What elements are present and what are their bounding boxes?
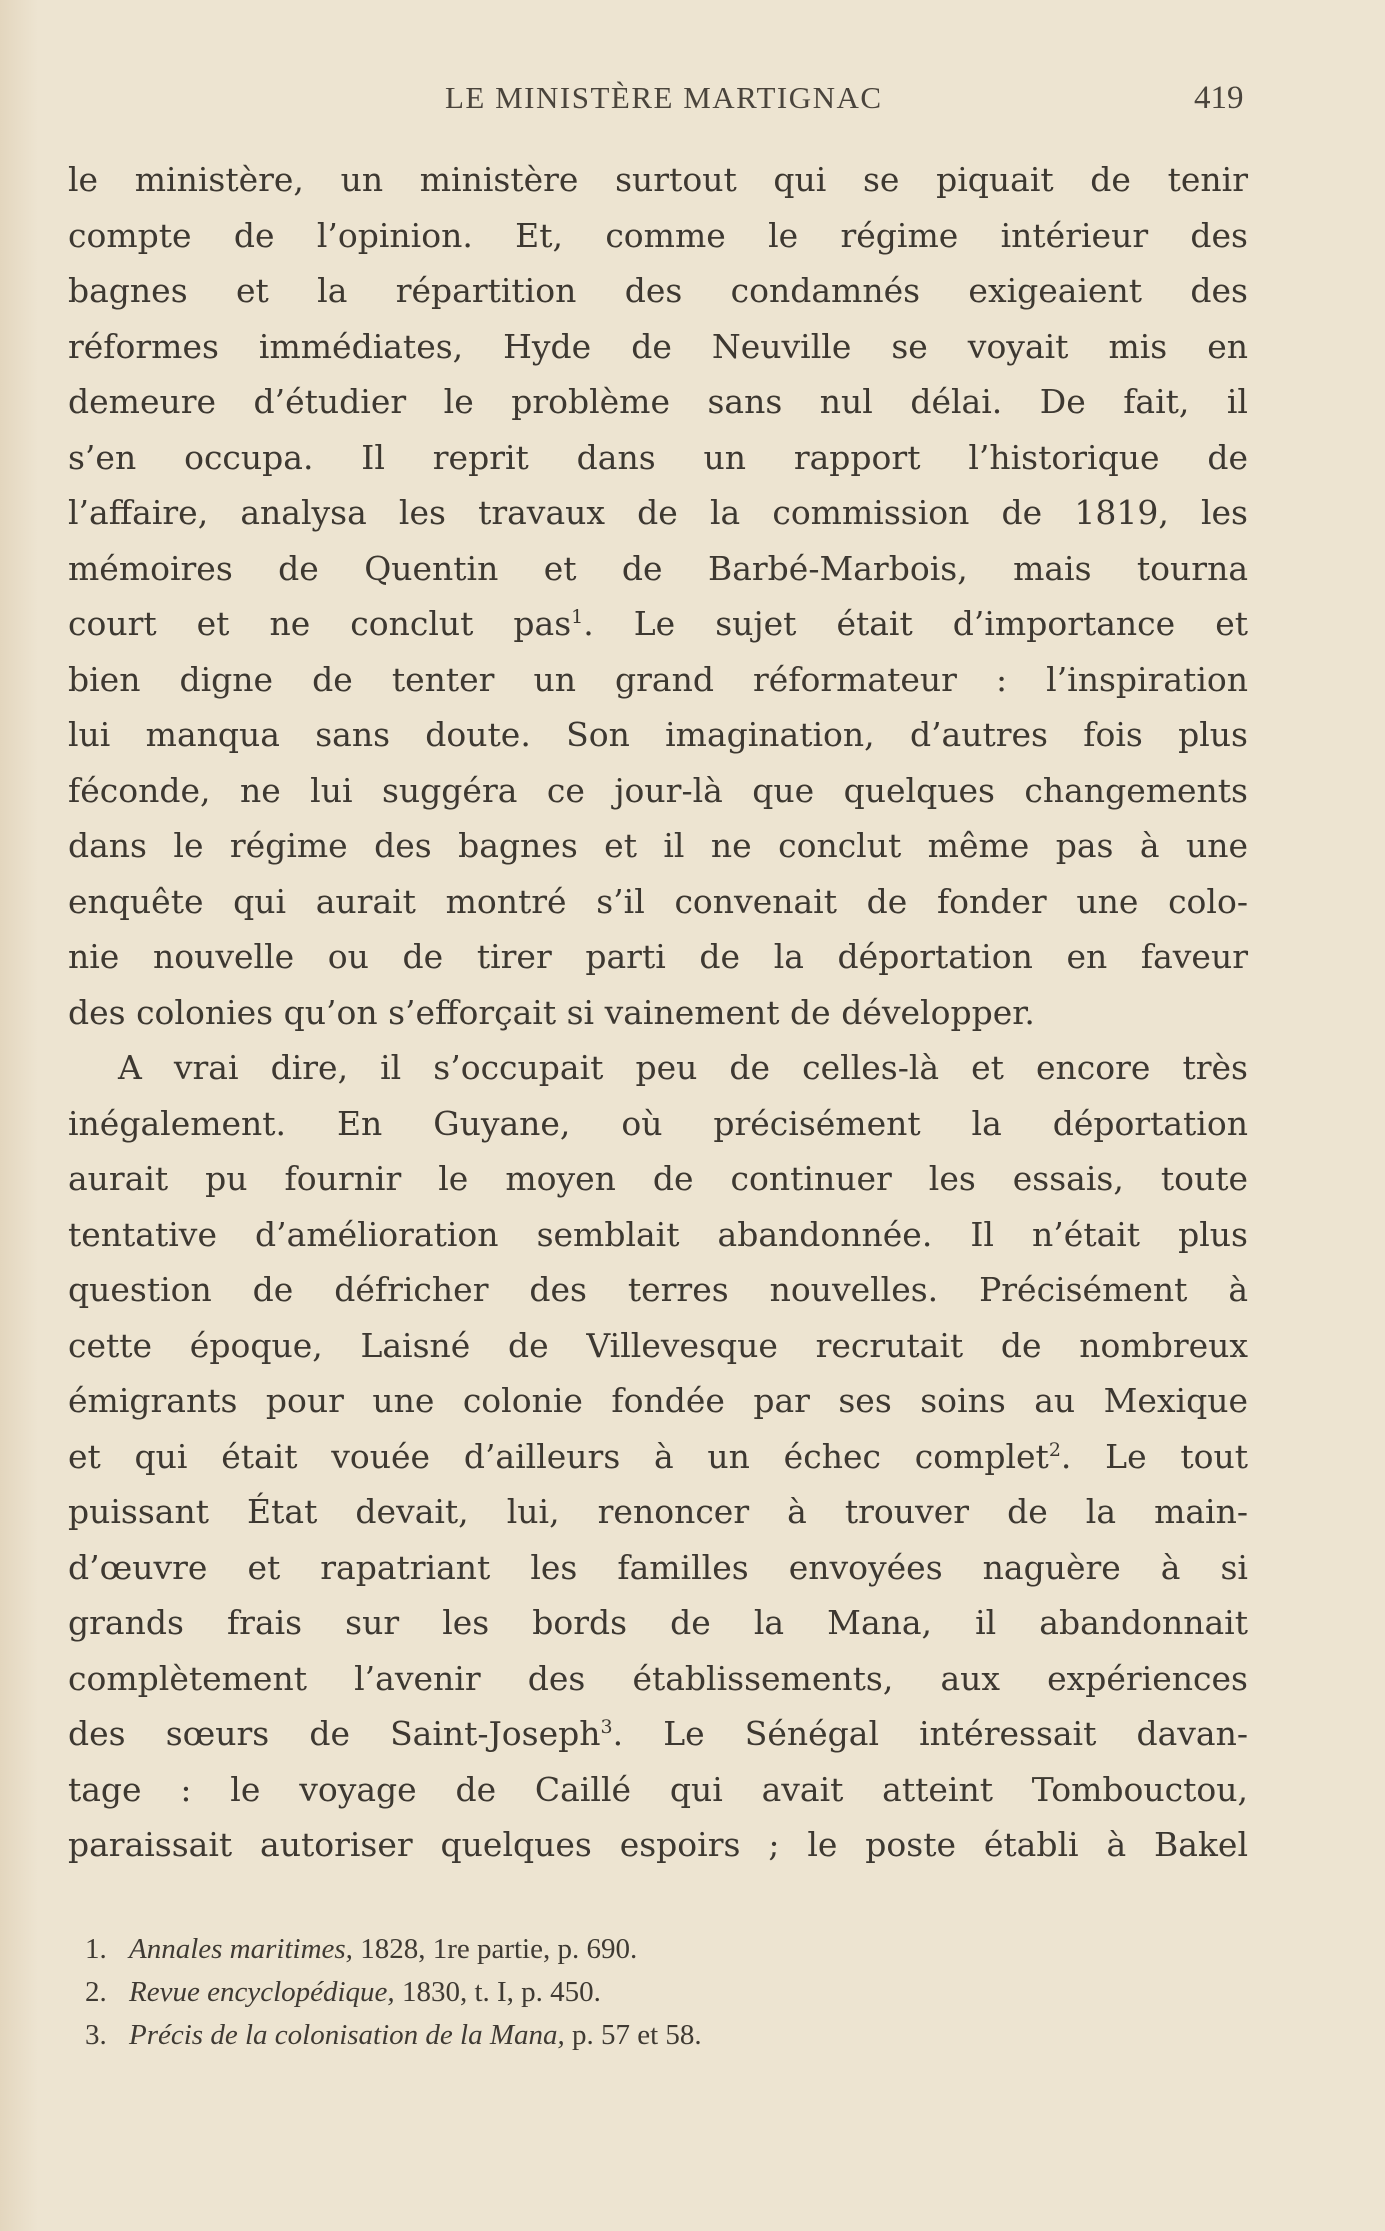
line-text: . Le Sénégal intéressait davan- <box>612 1714 1248 1753</box>
footnote-ref-2: 2 <box>1048 1438 1061 1461</box>
text-line: émigrants pour une colonie fondée par ses soins au Mexique <box>68 1381 1248 1420</box>
text-line: puissant État devait, lui, renoncer à trouver de la main- <box>68 1492 1248 1531</box>
text-line: inégalement. En Guyane, où précisément la déportation <box>68 1103 1248 1143</box>
text-line: tage : le voyage de Caillé qui avait atteint Tombouctou, <box>68 1769 1248 1809</box>
footnote-details: 1830, t. I, p. 450. <box>394 1976 601 2008</box>
footnote-number: 1. <box>85 1933 107 1965</box>
text-line: mémoires de Quentin et de Barbé-Marbois, mais tourna <box>68 548 1248 588</box>
text-line <box>68 1706 1248 1762</box>
page-header <box>0 80 1385 130</box>
line-text: . Le tout <box>1060 1436 1248 1476</box>
line-text: et qui était vouée d’ailleurs à un échec complet <box>68 1436 1049 1476</box>
text-line: demeure d’étudier le problème sans nul délai. De fait, il <box>68 382 1248 421</box>
text-line: lui manqua sans doute. Son imagination, d’autres fois plus <box>68 715 1248 754</box>
text-line: dans le régime des bagnes et il ne conclut même pas à une <box>68 826 1248 865</box>
text-line: enquête qui aurait montré s’il convenait de fonder une colo- <box>68 881 1248 921</box>
text-line: tentative d’amélioration semblait abandonnée. Il n’était plus <box>68 1214 1248 1254</box>
footnote-source-title: Revue encyclopédique, <box>129 1976 395 2008</box>
text-line: des colonies qu’on s’efforçait si vainement de développer. <box>68 992 1035 1032</box>
footnote-ref-1: 1 <box>571 606 584 628</box>
line-text: . Le sujet était d’importance et <box>583 604 1248 643</box>
footnote-number: 3. <box>85 2019 107 2051</box>
footnote-details: p. 57 et 58. <box>564 2019 702 2051</box>
footnote-1 <box>85 1928 985 1971</box>
text-line: question de défricher des terres nouvelles. Précisément à <box>68 1270 1248 1309</box>
footnotes <box>85 1928 985 2057</box>
text-line <box>68 1429 1248 1485</box>
line-text: court et ne conclut pas <box>68 604 572 643</box>
page-spine-shadow <box>0 0 38 2231</box>
text-line: nie nouvelle ou de tirer parti de la déportation en faveur <box>68 937 1248 976</box>
page-number: 419 <box>1194 80 1244 116</box>
footnote-source-title: Annales maritimes, <box>129 1933 353 1965</box>
running-title: LE MINISTÈRE MARTIGNAC <box>445 80 883 115</box>
text-line: complètement l’avenir des établissements, aux expériences <box>68 1658 1248 1698</box>
text-line: compte de l’opinion. Et, comme le régime intérieur des <box>68 215 1248 255</box>
text-line: grands frais sur les bords de la Mana, il abandonnait <box>68 1603 1248 1642</box>
text-line <box>68 596 1248 652</box>
text-line: aurait pu fournir le moyen de continuer les essais, toute <box>68 1159 1248 1198</box>
text-line: bien digne de tenter un grand réformateur : l’inspiration <box>68 659 1248 699</box>
text-line: réformes immédiates, Hyde de Neuville se voyait mis en <box>68 326 1248 366</box>
text-line: féconde, ne lui suggéra ce jour-là que quelques changements <box>68 770 1248 810</box>
text-line: A vrai dire, il s’occupait peu de celles-là et encore très <box>118 1048 1248 1087</box>
body-text <box>68 152 1248 1873</box>
footnote-2 <box>85 1971 985 2014</box>
text-line: d’œuvre et rapatriant les familles envoyées naguère à si <box>68 1547 1248 1587</box>
footnote-details: 1828, 1re partie, p. 690. <box>352 1933 638 1965</box>
text-line: l’affaire, analysa les travaux de la commission de 1819, les <box>68 493 1248 532</box>
footnote-number: 2. <box>85 1976 107 2008</box>
footnote-ref-3: 3 <box>600 1716 613 1738</box>
text-line: cette époque, Laisné de Villevesque recrutait de nombreux <box>68 1325 1248 1365</box>
text-line: s’en occupa. Il reprit dans un rapport l’historique de <box>68 437 1248 477</box>
footnote-source-title: Précis de la colonisation de la Mana, <box>129 2019 565 2051</box>
text-line: paraissait autoriser quelques espoirs ; le poste établi à Bakel <box>68 1825 1248 1864</box>
text-line: bagnes et la répartition des condamnés exigeaient des <box>68 271 1248 310</box>
footnote-3 <box>85 2014 985 2057</box>
line-text: des sœurs de Saint-Joseph <box>68 1714 601 1753</box>
text-line: le ministère, un ministère surtout qui se piquait de tenir <box>68 160 1248 199</box>
